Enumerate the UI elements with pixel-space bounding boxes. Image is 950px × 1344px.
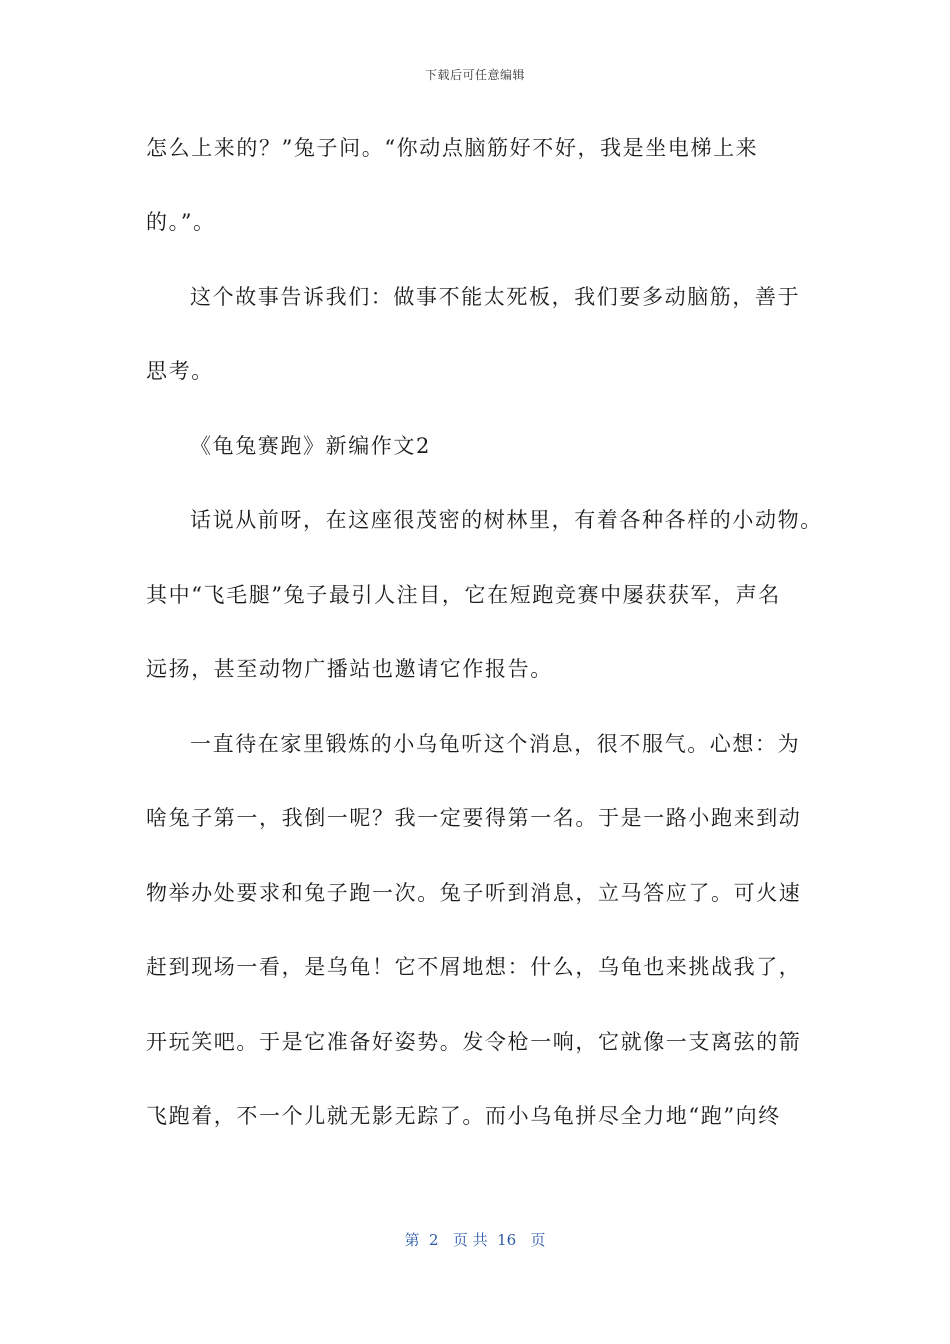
paragraph-start-line: 一直待在家里锻炼的小乌龟听这个消息，很不服气。心想：为 bbox=[190, 732, 801, 756]
section-title: 《龟兔赛跑》新编作文2 bbox=[190, 434, 431, 458]
text-line: 啥兔子第一，我倒一呢？我一定要得第一名。于是一路小跑来到动 bbox=[146, 806, 802, 830]
text-line: 物举办处要求和兔子跑一次。兔子听到消息，立马答应了。可火速 bbox=[146, 881, 802, 905]
paragraph-start-line: 这个故事告诉我们：做事不能太死板，我们要多动脑筋，善于 bbox=[190, 285, 801, 309]
text-line: 开玩笑吧。于是它准备好姿势。发令枪一响，它就像一支离弦的箭 bbox=[146, 1030, 802, 1054]
page-header: 下载后可任意编辑 bbox=[424, 68, 525, 82]
text-line: 的。”。 bbox=[146, 210, 216, 234]
text-line: 怎么上来的？”兔子问。“你动点脑筋好不好，我是坐电梯上来 bbox=[146, 136, 759, 160]
paragraph-start-line: 话说从前呀，在这座很茂密的树林里，有着各种各样的小动物。 bbox=[190, 508, 823, 532]
text-line: 其中“飞毛腿”兔子最引人注目，它在短跑竞赛中屡获获军，声名 bbox=[146, 583, 781, 607]
page-number-footer: 第 2 页 共 16 页 bbox=[404, 1231, 546, 1249]
text-line: 赶到现场一看，是乌龟！它不屑地想：什么，乌龟也来挑战我了， bbox=[146, 955, 802, 979]
text-line: 远扬，甚至动物广播站也邀请它作报告。 bbox=[146, 657, 553, 681]
text-line: 飞跑着，不一个儿就无影无踪了。而小乌龟拼尽全力地“跑”向终 bbox=[146, 1104, 781, 1128]
text-line: 思考。 bbox=[146, 359, 214, 383]
